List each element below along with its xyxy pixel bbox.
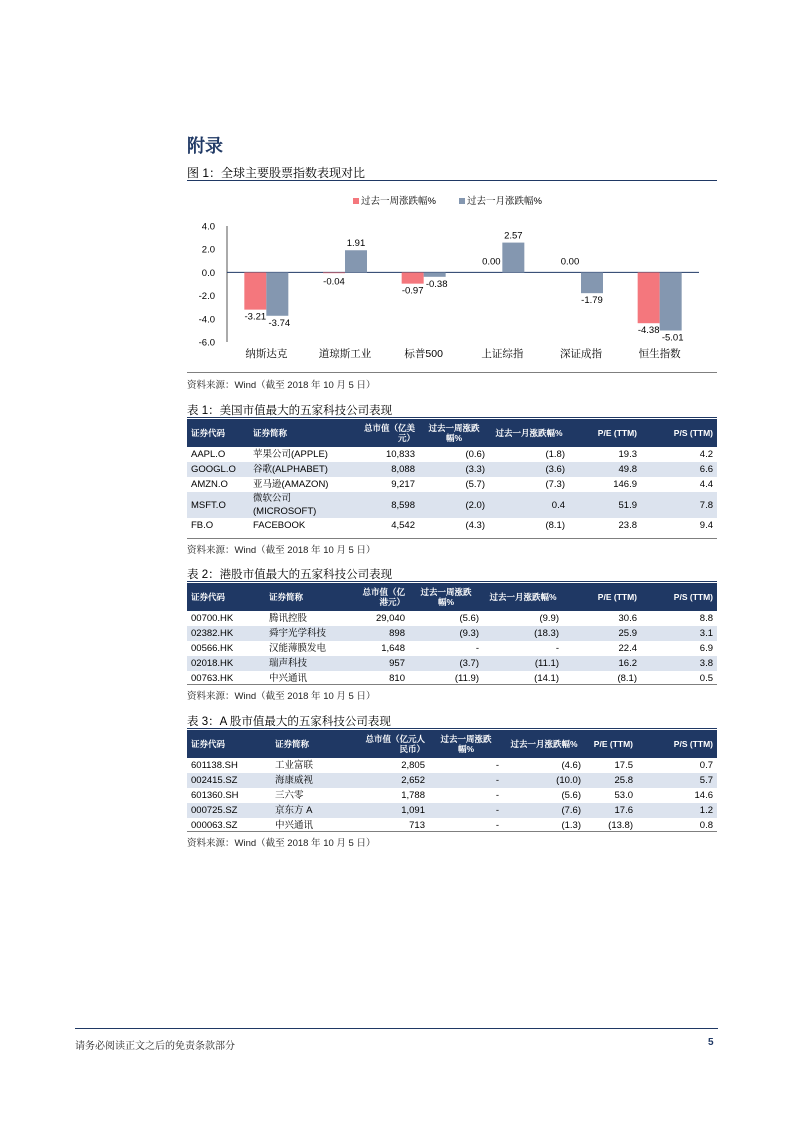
- x-tick-label: 纳斯达克: [245, 348, 288, 360]
- table-cell: 4,542: [391, 520, 415, 531]
- column-header: 总市值（亿美元）: [349, 419, 419, 447]
- table-cell: (9.3): [409, 626, 483, 641]
- bar: [402, 272, 424, 283]
- column-header: 总市值（亿港元）: [355, 583, 409, 611]
- divider: [187, 538, 717, 539]
- column-header: P/S (TTM): [641, 419, 717, 447]
- table-cell: (9.9): [539, 613, 559, 624]
- table-cell: (14.1): [534, 673, 559, 684]
- data-label: 0.00: [560, 256, 580, 268]
- table-cell: (13.8): [608, 820, 633, 831]
- table-cell: -: [429, 773, 503, 788]
- table-cell: (5.6): [561, 790, 581, 801]
- table-cell: 9,217: [391, 479, 415, 490]
- table-cell: 25.9: [563, 626, 641, 641]
- table-cell: 京东方 A: [271, 803, 355, 818]
- column-header: P/E (TTM): [569, 419, 641, 447]
- table-cell: -: [495, 760, 499, 771]
- table-cell: 2,652: [355, 773, 429, 788]
- table-cell: -: [555, 643, 559, 654]
- table-cell: 腾讯控股: [269, 613, 308, 624]
- bar: [581, 272, 603, 293]
- table2: [187, 583, 717, 686]
- table-cell: 瑞声科技: [265, 656, 355, 671]
- table2-title: 表 2：港股市值最大的五家科技公司表现: [187, 569, 393, 581]
- bar: [345, 250, 367, 272]
- chart-legend: [353, 195, 543, 207]
- table-cell: 1.2: [637, 803, 717, 818]
- table-cell: MSFT.O: [187, 492, 249, 518]
- data-label: 1.91: [346, 238, 366, 250]
- table-cell: 22.4: [618, 643, 637, 654]
- table3: [187, 730, 717, 833]
- table-cell: 810: [389, 673, 405, 684]
- table-cell: 4.4: [699, 479, 713, 490]
- x-tick-label: 深证成指: [560, 348, 602, 360]
- table-cell: -: [495, 790, 499, 801]
- data-label: -3.74: [268, 317, 291, 329]
- table-cell: 0.8: [699, 820, 713, 831]
- table-cell: 29,040: [375, 613, 405, 624]
- table-cell: 6.9: [699, 643, 713, 654]
- table-cell: (3.7): [409, 656, 483, 671]
- column-header: 过去一周涨跌幅%: [409, 583, 483, 611]
- table-cell: 713: [409, 820, 425, 831]
- bar: [266, 272, 288, 315]
- table-cell: 6.6: [641, 462, 717, 477]
- table3-source: 资料来源：Wind（截至 2018 年 10 月 5 日）: [187, 838, 376, 849]
- table1: [187, 419, 717, 533]
- table-cell: 00700.HK: [191, 613, 234, 624]
- table-cell: (3.6): [489, 462, 569, 477]
- table-cell: (2.0): [419, 492, 489, 518]
- bar: [244, 272, 266, 309]
- table-cell: 00566.HK: [191, 643, 234, 654]
- table-cell: 微软公司 (MICROSOFT): [249, 492, 349, 518]
- table-cell: (8.1): [545, 520, 565, 531]
- divider: [187, 180, 717, 181]
- table-cell: 02018.HK: [187, 656, 265, 671]
- table-cell: 1,091: [355, 803, 429, 818]
- footer-rule: [75, 1028, 718, 1029]
- table-cell: (1.3): [561, 820, 581, 831]
- table-row: [187, 477, 717, 492]
- y-tick-label: -4.0: [198, 314, 215, 326]
- header-row: [187, 583, 717, 611]
- y-tick-label: 2.0: [201, 244, 215, 256]
- table-cell: 2,805: [401, 760, 425, 771]
- table-cell: 601138.SH: [191, 760, 238, 771]
- table-cell: 谷歌(ALPHABET): [249, 462, 349, 477]
- divider: [187, 581, 717, 582]
- data-label: -0.04: [323, 276, 345, 288]
- table-row: [187, 447, 717, 462]
- bar: [638, 272, 660, 323]
- table2-source: 资料来源：Wind（截至 2018 年 10 月 5 日）: [187, 691, 376, 702]
- data-label: -4.38: [637, 325, 660, 337]
- divider: [187, 831, 717, 832]
- divider: [187, 728, 717, 729]
- table-cell: 49.8: [569, 462, 641, 477]
- y-tick-label: -6.0: [198, 337, 215, 349]
- column-header: 总市值（亿元人民币）: [355, 730, 429, 758]
- table-row: [187, 773, 717, 788]
- table-cell: 23.8: [618, 520, 637, 531]
- table-cell: 8,598: [349, 492, 419, 518]
- data-label: 0.00: [482, 256, 501, 268]
- table-cell: (7.3): [545, 479, 565, 490]
- table-cell: 16.2: [563, 656, 641, 671]
- table-row: [187, 641, 717, 656]
- column-header: P/S (TTM): [637, 730, 717, 758]
- table-cell: (4.6): [561, 760, 581, 771]
- table-cell: (10.0): [503, 773, 585, 788]
- table-cell: 00763.HK: [191, 673, 234, 684]
- table-cell: 7.8: [641, 492, 717, 518]
- legend-swatch: [459, 198, 465, 204]
- y-tick-label: 0.0: [201, 267, 215, 279]
- table-cell: 海康威视: [271, 773, 355, 788]
- data-label: -1.79: [581, 295, 603, 307]
- data-label: -0.97: [401, 285, 424, 297]
- x-tick-label: 上证综指: [481, 348, 524, 360]
- table-cell: 0.4: [489, 492, 569, 518]
- table-cell: 三六零: [275, 790, 304, 801]
- table-cell: 02382.HK: [187, 626, 265, 641]
- table-cell: 9.4: [699, 520, 713, 531]
- column-header: 证券简称: [249, 419, 349, 447]
- table-cell: 3.1: [641, 626, 717, 641]
- page-title: 附录: [187, 136, 223, 156]
- column-header: 过去一月涨跌幅%: [489, 419, 569, 447]
- table-cell: 5.7: [637, 773, 717, 788]
- column-header: 证券代码: [187, 419, 249, 447]
- table-row: [187, 626, 717, 641]
- table-cell: 10,833: [385, 449, 415, 460]
- table-row: [187, 803, 717, 818]
- table-cell: 002415.SZ: [187, 773, 271, 788]
- column-header: 证券简称: [271, 730, 355, 758]
- divider: [187, 417, 717, 418]
- table-cell: 1,788: [401, 790, 425, 801]
- table-cell: 601360.SH: [191, 790, 239, 801]
- y-tick-label: -2.0: [198, 291, 215, 303]
- table-cell: (7.6): [503, 803, 585, 818]
- table-cell: (8.1): [617, 673, 637, 684]
- table-cell: FACEBOOK: [253, 520, 306, 531]
- legend-swatch: [353, 198, 359, 204]
- table1-title: 表 1：美国市值最大的五家科技公司表现: [187, 405, 393, 417]
- table-cell: 8.8: [699, 613, 713, 624]
- table-cell: 30.6: [618, 613, 637, 624]
- table-cell: 14.6: [694, 790, 713, 801]
- table-cell: FB.O: [191, 520, 214, 531]
- table-cell: GOOGL.O: [187, 462, 249, 477]
- column-header: 证券简称: [265, 583, 355, 611]
- table-cell: -: [475, 643, 479, 654]
- bars: [244, 231, 683, 344]
- table-row: [187, 758, 717, 773]
- table-cell: 25.8: [585, 773, 637, 788]
- table-cell: 0.5: [699, 673, 713, 684]
- table-cell: 146.9: [613, 479, 637, 490]
- table-row: [187, 518, 717, 533]
- table-cell: -: [429, 803, 503, 818]
- table-cell: (4.3): [465, 520, 485, 531]
- table-cell: (1.8): [545, 449, 565, 460]
- bar: [424, 272, 446, 276]
- footer-disclaimer: 请务必阅读正文之后的免责条款部分: [75, 1041, 235, 1052]
- table3-title: 表 3：A 股市值最大的五家科技公司表现: [187, 716, 391, 728]
- table-cell: 舜宇光学科技: [265, 626, 355, 641]
- table-row: [187, 656, 717, 671]
- data-label: -0.38: [425, 278, 448, 290]
- table-cell: AAPL.O: [191, 449, 226, 460]
- column-header: 证券代码: [187, 583, 265, 611]
- table-cell: (3.3): [419, 462, 489, 477]
- data-label: 2.57: [504, 230, 523, 242]
- column-header: P/E (TTM): [585, 730, 637, 758]
- figure-title: 图 1：全球主要股票指数表现对比: [187, 166, 366, 180]
- figure-source: 资料来源：Wind（截至 2018 年 10 月 5 日）: [187, 380, 376, 391]
- y-tick-label: 4.0: [201, 221, 215, 233]
- bar: [660, 272, 682, 330]
- table-row: [187, 611, 717, 626]
- data-label: -3.21: [244, 311, 267, 323]
- x-tick-label: 标普500: [404, 348, 443, 360]
- x-tick-label: 恒生指数: [638, 348, 681, 360]
- table-cell: (11.9): [454, 673, 479, 684]
- legend-label: 过去一月涨跌幅%: [467, 196, 542, 207]
- table-cell: (18.3): [483, 626, 563, 641]
- table-row: [187, 492, 717, 518]
- column-header: P/S (TTM): [641, 583, 717, 611]
- table-cell: 53.0: [614, 790, 633, 801]
- table-cell: 000063.SZ: [191, 820, 238, 831]
- table-cell: (5.7): [465, 479, 485, 490]
- table-cell: 工业富联: [275, 760, 314, 771]
- table1-source: 资料来源：Wind（截至 2018 年 10 月 5 日）: [187, 545, 376, 556]
- bar: [502, 243, 524, 273]
- table-cell: 19.3: [618, 449, 637, 460]
- header-row: [187, 419, 717, 447]
- table-cell: (5.6): [459, 613, 479, 624]
- table-cell: 17.5: [614, 760, 633, 771]
- table-row: [187, 788, 717, 803]
- table-cell: 8,088: [349, 462, 419, 477]
- data-label: -5.01: [661, 332, 684, 344]
- header-row: [187, 730, 717, 758]
- divider: [187, 372, 717, 373]
- legend-label: 过去一周涨跌幅%: [361, 196, 436, 207]
- table-row: [187, 462, 717, 477]
- table-cell: AMZN.O: [191, 479, 228, 490]
- table-cell: 3.8: [641, 656, 717, 671]
- table-cell: 51.9: [569, 492, 641, 518]
- column-header: 过去一月涨跌幅%: [483, 583, 563, 611]
- x-axis: [245, 347, 681, 360]
- x-tick-label: 道琼斯工业: [318, 348, 372, 360]
- table-cell: 亚马逊(AMAZON): [253, 479, 329, 490]
- page-number: 5: [708, 1037, 714, 1048]
- column-header: P/E (TTM): [563, 583, 641, 611]
- table-cell: 中兴通讯: [275, 820, 314, 831]
- bar-chart: [187, 184, 717, 370]
- table-cell: 苹果公司(APPLE): [253, 449, 328, 460]
- table-cell: 中兴通讯: [269, 673, 308, 684]
- table-cell: 898: [355, 626, 409, 641]
- table-cell: 17.6: [585, 803, 637, 818]
- table-cell: 1,648: [381, 643, 405, 654]
- divider: [187, 684, 717, 685]
- column-header: 过去一周涨跌幅%: [429, 730, 503, 758]
- bar: [323, 272, 345, 273]
- table-cell: (11.1): [483, 656, 563, 671]
- column-header: 过去一月涨跌幅%: [503, 730, 585, 758]
- table-cell: (0.6): [465, 449, 485, 460]
- table-cell: 000725.SZ: [187, 803, 271, 818]
- column-header: 过去一周涨跌幅%: [419, 419, 489, 447]
- table-cell: 0.7: [699, 760, 713, 771]
- table-cell: 4.2: [699, 449, 713, 460]
- table-cell: 957: [355, 656, 409, 671]
- table-cell: 汉能薄膜发电: [269, 643, 327, 654]
- table-cell: -: [495, 820, 499, 831]
- column-header: 证券代码: [187, 730, 271, 758]
